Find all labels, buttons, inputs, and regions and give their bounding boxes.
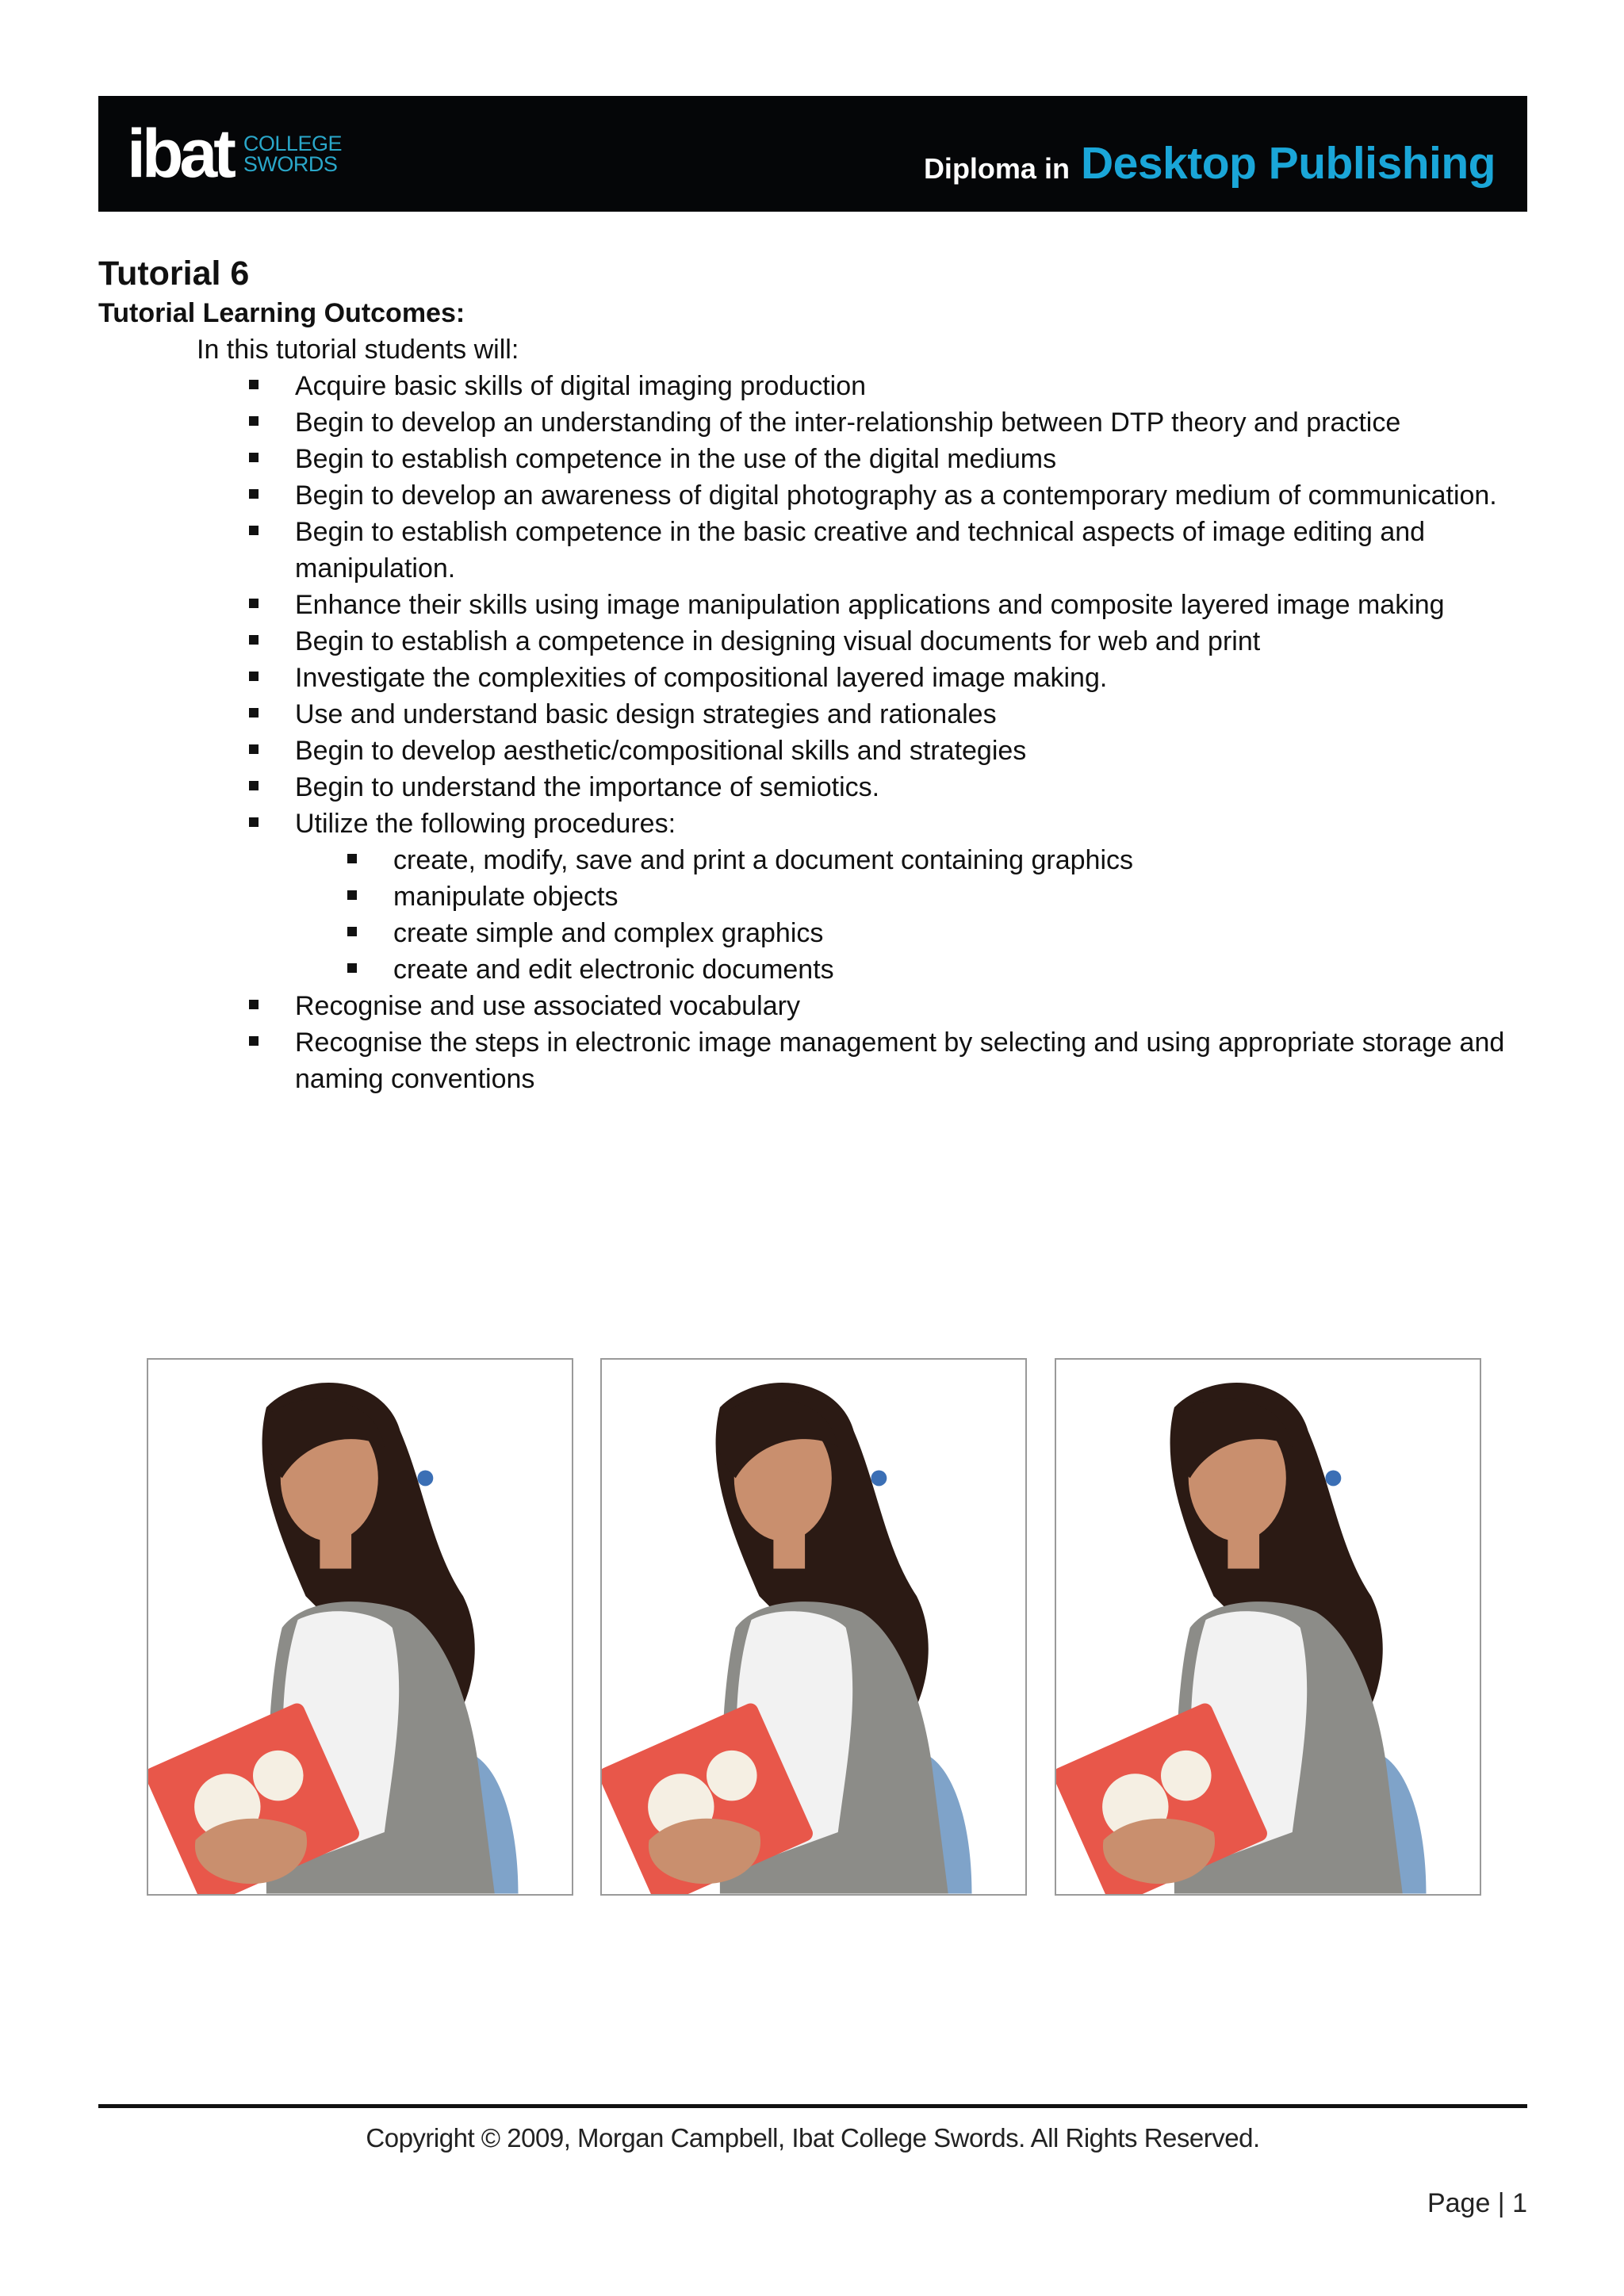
outcome-text: Begin to establish a competence in designing visual documents for web and print <box>295 626 1261 656</box>
outcome-item <box>295 623 1534 660</box>
square-bullet-icon <box>347 890 357 900</box>
outcome-item <box>295 1024 1534 1097</box>
footer-divider <box>98 2104 1527 2108</box>
procedure-text: create simple and complex graphics <box>393 918 824 948</box>
procedures-list <box>295 842 1534 988</box>
document-body <box>98 252 1534 1097</box>
square-bullet-icon <box>249 781 259 790</box>
square-bullet-icon <box>249 672 259 681</box>
square-bullet-icon <box>249 489 259 499</box>
page-number: Page | 1 <box>1427 2188 1527 2218</box>
logo-wordmark: ibat <box>127 116 232 192</box>
square-bullet-icon <box>249 708 259 718</box>
square-bullet-icon <box>347 927 357 936</box>
outcome-text: Begin to establish competence in the use of the digital mediums <box>295 444 1057 474</box>
square-bullet-icon <box>249 380 259 389</box>
outcome-item <box>295 477 1534 514</box>
square-bullet-icon <box>249 416 259 426</box>
square-bullet-icon <box>249 1000 259 1009</box>
procedure-text: manipulate objects <box>393 882 619 912</box>
student-photo-3 <box>1055 1358 1481 1896</box>
procedure-item <box>393 842 1534 878</box>
page-title: Tutorial 6 <box>98 254 250 293</box>
outcome-text: Utilize the following procedures: <box>295 809 676 839</box>
copyright-notice: Copyright © 2009, Morgan Campbell, Ibat College Swords. All Rights Reserved. <box>366 2123 1260 2152</box>
square-bullet-icon <box>249 817 259 827</box>
ibat-logo <box>127 117 342 191</box>
outcome-text: Recognise the steps in electronic image management by selecting and using appropriate storage and naming conventions <box>295 1027 1505 1094</box>
banner-title-prefix: Diploma in <box>923 152 1070 185</box>
outcome-text: Begin to develop an awareness of digital photography as a contemporary medium of communication. <box>295 480 1497 511</box>
outcome-text: Begin to establish competence in the basic creative and technical aspects of image editing and manipulation. <box>295 517 1426 584</box>
logo-sub-line2: SWORDS <box>243 152 338 176</box>
square-bullet-icon <box>249 599 259 608</box>
outcome-item <box>295 696 1534 733</box>
square-bullet-icon <box>347 963 357 973</box>
outcome-item <box>295 441 1534 477</box>
banner-title-main: Desktop Publishing <box>1080 138 1496 189</box>
square-bullet-icon <box>249 635 259 645</box>
outcome-text: Begin to understand the importance of semiotics. <box>295 772 880 802</box>
outcome-item <box>295 514 1534 587</box>
logo-sub-line1: COLLEGE <box>243 132 342 155</box>
intro-text: In this tutorial students will: <box>197 335 519 365</box>
logo-subtitle <box>243 133 342 174</box>
outcome-text: Use and understand basic design strategies and rationales <box>295 699 997 729</box>
procedure-item <box>393 915 1534 951</box>
outcome-text: Enhance their skills using image manipulation applications and composite layered image making <box>295 590 1445 620</box>
outcome-item <box>295 806 1534 988</box>
square-bullet-icon <box>347 854 357 863</box>
outcome-item <box>295 733 1534 769</box>
banner-title <box>924 137 1496 189</box>
outcome-text: Begin to develop aesthetic/compositional skills and strategies <box>295 736 1027 766</box>
square-bullet-icon <box>249 1036 259 1046</box>
procedure-item <box>393 878 1534 915</box>
procedure-item <box>393 951 1534 988</box>
outcome-item <box>295 587 1534 623</box>
outcomes-heading: Tutorial Learning Outcomes: <box>98 298 465 328</box>
outcome-item <box>295 404 1534 441</box>
square-bullet-icon <box>249 744 259 754</box>
outcomes-list <box>98 368 1534 1097</box>
student-photo-2 <box>600 1358 1027 1896</box>
header-banner <box>98 96 1527 212</box>
square-bullet-icon <box>249 526 259 535</box>
outcome-text: Begin to develop an understanding of the inter-relationship between DTP theory and practice <box>295 408 1401 438</box>
procedure-text: create and edit electronic documents <box>393 955 834 985</box>
outcome-item <box>295 769 1534 806</box>
photo-strip <box>147 1358 1480 1897</box>
outcome-text: Recognise and use associated vocabulary <box>295 991 800 1021</box>
outcome-item <box>295 368 1534 404</box>
procedure-text: create, modify, save and print a document containing graphics <box>393 845 1134 875</box>
outcome-text: Acquire basic skills of digital imaging production <box>295 371 867 401</box>
outcome-item <box>295 988 1534 1024</box>
student-photo-1 <box>147 1358 573 1896</box>
square-bullet-icon <box>249 453 259 462</box>
outcome-text: Investigate the complexities of compositional layered image making. <box>295 663 1108 693</box>
outcome-item <box>295 660 1534 696</box>
